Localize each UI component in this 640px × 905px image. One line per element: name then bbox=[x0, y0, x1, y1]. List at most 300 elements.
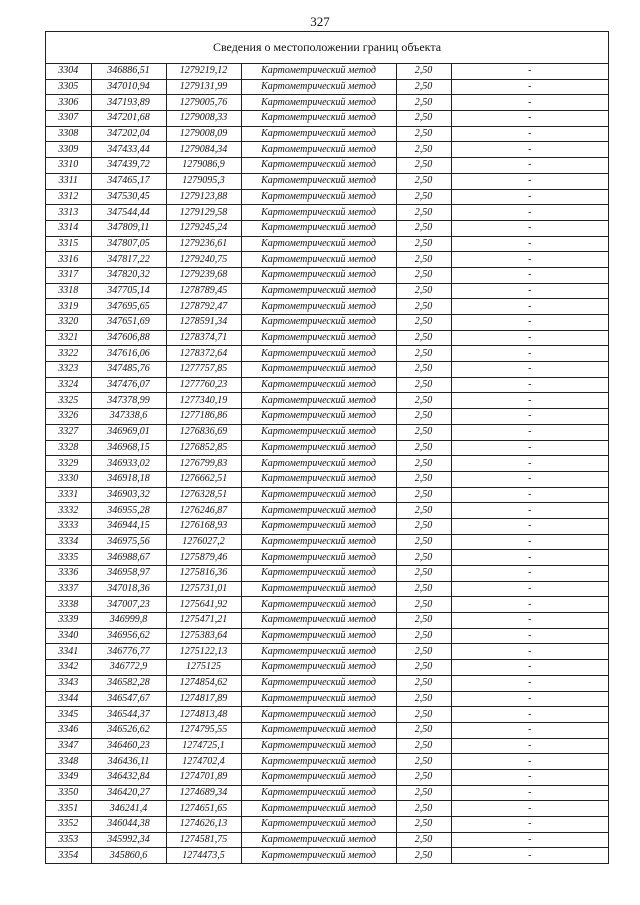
y-coordinate-cell: 1275125 bbox=[166, 660, 241, 676]
point-number-cell: 3350 bbox=[46, 785, 91, 801]
accuracy-cell: 2,50 bbox=[396, 785, 451, 801]
method-cell: Картометрический метод bbox=[241, 534, 396, 550]
accuracy-cell: 2,50 bbox=[396, 205, 451, 221]
description-cell: - bbox=[451, 377, 608, 393]
y-coordinate-cell: 1279236,61 bbox=[166, 236, 241, 252]
accuracy-cell: 2,50 bbox=[396, 817, 451, 833]
description-cell: - bbox=[451, 64, 608, 79]
point-number-cell: 3311 bbox=[46, 173, 91, 189]
point-number-cell: 3349 bbox=[46, 769, 91, 785]
description-cell: - bbox=[451, 691, 608, 707]
point-number-cell: 3309 bbox=[46, 142, 91, 158]
y-coordinate-cell: 1279086,9 bbox=[166, 158, 241, 174]
accuracy-cell: 2,50 bbox=[396, 330, 451, 346]
description-cell: - bbox=[451, 252, 608, 268]
x-coordinate-cell: 346886,51 bbox=[91, 64, 166, 79]
x-coordinate-cell: 346420,27 bbox=[91, 785, 166, 801]
table-row bbox=[46, 754, 608, 770]
table-row bbox=[46, 456, 608, 472]
y-coordinate-cell: 1276246,87 bbox=[166, 503, 241, 519]
table-row bbox=[46, 393, 608, 409]
accuracy-cell: 2,50 bbox=[396, 315, 451, 331]
y-coordinate-cell: 1279123,88 bbox=[166, 189, 241, 205]
x-coordinate-cell: 345992,34 bbox=[91, 832, 166, 848]
point-number-cell: 3338 bbox=[46, 597, 91, 613]
accuracy-cell: 2,50 bbox=[396, 252, 451, 268]
table-row bbox=[46, 220, 608, 236]
accuracy-cell: 2,50 bbox=[396, 769, 451, 785]
table-row bbox=[46, 267, 608, 283]
method-cell: Картометрический метод bbox=[241, 769, 396, 785]
x-coordinate-cell: 346241,4 bbox=[91, 801, 166, 817]
table-row bbox=[46, 471, 608, 487]
x-coordinate-cell: 347817,22 bbox=[91, 252, 166, 268]
accuracy-cell: 2,50 bbox=[396, 456, 451, 472]
description-cell: - bbox=[451, 142, 608, 158]
point-number-cell: 3329 bbox=[46, 456, 91, 472]
x-coordinate-cell: 346903,32 bbox=[91, 487, 166, 503]
method-cell: Картометрический метод bbox=[241, 503, 396, 519]
accuracy-cell: 2,50 bbox=[396, 722, 451, 738]
description-cell: - bbox=[451, 173, 608, 189]
table-row bbox=[46, 769, 608, 785]
y-coordinate-cell: 1276168,93 bbox=[166, 518, 241, 534]
point-number-cell: 3328 bbox=[46, 440, 91, 456]
table-row bbox=[46, 675, 608, 691]
description-cell: - bbox=[451, 299, 608, 315]
accuracy-cell: 2,50 bbox=[396, 628, 451, 644]
x-coordinate-cell: 346776,77 bbox=[91, 644, 166, 660]
description-cell: - bbox=[451, 440, 608, 456]
point-number-cell: 3343 bbox=[46, 675, 91, 691]
x-coordinate-cell: 347606,88 bbox=[91, 330, 166, 346]
method-cell: Картометрический метод bbox=[241, 644, 396, 660]
x-coordinate-cell: 347530,45 bbox=[91, 189, 166, 205]
point-number-cell: 3347 bbox=[46, 738, 91, 754]
y-coordinate-cell: 1274813,48 bbox=[166, 707, 241, 723]
table-row bbox=[46, 644, 608, 660]
description-cell: - bbox=[451, 95, 608, 111]
section-title: Сведения о местоположении границ объекта bbox=[46, 32, 608, 64]
description-cell: - bbox=[451, 754, 608, 770]
accuracy-cell: 2,50 bbox=[396, 644, 451, 660]
description-cell: - bbox=[451, 817, 608, 833]
point-number-cell: 3315 bbox=[46, 236, 91, 252]
method-cell: Картометрический метод bbox=[241, 597, 396, 613]
method-cell: Картометрический метод bbox=[241, 362, 396, 378]
point-number-cell: 3337 bbox=[46, 581, 91, 597]
table-row bbox=[46, 738, 608, 754]
table-row bbox=[46, 189, 608, 205]
x-coordinate-cell: 345860,6 bbox=[91, 848, 166, 863]
description-cell: - bbox=[451, 801, 608, 817]
point-number-cell: 3331 bbox=[46, 487, 91, 503]
accuracy-cell: 2,50 bbox=[396, 738, 451, 754]
accuracy-cell: 2,50 bbox=[396, 471, 451, 487]
table-row bbox=[46, 550, 608, 566]
point-number-cell: 3345 bbox=[46, 707, 91, 723]
y-coordinate-cell: 1275641,92 bbox=[166, 597, 241, 613]
x-coordinate-cell: 346988,67 bbox=[91, 550, 166, 566]
x-coordinate-cell: 347465,17 bbox=[91, 173, 166, 189]
method-cell: Картометрический метод bbox=[241, 377, 396, 393]
y-coordinate-cell: 1279008,09 bbox=[166, 126, 241, 142]
description-cell: - bbox=[451, 534, 608, 550]
point-number-cell: 3332 bbox=[46, 503, 91, 519]
accuracy-cell: 2,50 bbox=[396, 236, 451, 252]
point-number-cell: 3305 bbox=[46, 79, 91, 95]
y-coordinate-cell: 1278591,34 bbox=[166, 315, 241, 331]
table-row bbox=[46, 424, 608, 440]
method-cell: Картометрический метод bbox=[241, 785, 396, 801]
x-coordinate-cell: 347338,6 bbox=[91, 409, 166, 425]
x-coordinate-cell: 346933,02 bbox=[91, 456, 166, 472]
description-cell: - bbox=[451, 205, 608, 221]
method-cell: Картометрический метод bbox=[241, 628, 396, 644]
description-cell: - bbox=[451, 283, 608, 299]
y-coordinate-cell: 1274701,89 bbox=[166, 769, 241, 785]
y-coordinate-cell: 1274795,55 bbox=[166, 722, 241, 738]
table-row bbox=[46, 111, 608, 127]
point-number-cell: 3346 bbox=[46, 722, 91, 738]
method-cell: Картометрический метод bbox=[241, 64, 396, 79]
x-coordinate-cell: 347378,99 bbox=[91, 393, 166, 409]
description-cell: - bbox=[451, 503, 608, 519]
point-number-cell: 3351 bbox=[46, 801, 91, 817]
y-coordinate-cell: 1279245,24 bbox=[166, 220, 241, 236]
y-coordinate-cell: 1279131,99 bbox=[166, 79, 241, 95]
point-number-cell: 3334 bbox=[46, 534, 91, 550]
x-coordinate-cell: 347007,23 bbox=[91, 597, 166, 613]
coordinates-table-body bbox=[46, 64, 608, 863]
x-coordinate-cell: 346544,37 bbox=[91, 707, 166, 723]
description-cell: - bbox=[451, 566, 608, 582]
x-coordinate-cell: 347433,44 bbox=[91, 142, 166, 158]
accuracy-cell: 2,50 bbox=[396, 581, 451, 597]
table-row bbox=[46, 817, 608, 833]
point-number-cell: 3325 bbox=[46, 393, 91, 409]
x-coordinate-cell: 347201,68 bbox=[91, 111, 166, 127]
accuracy-cell: 2,50 bbox=[396, 377, 451, 393]
x-coordinate-cell: 346460,23 bbox=[91, 738, 166, 754]
point-number-cell: 3304 bbox=[46, 64, 91, 79]
accuracy-cell: 2,50 bbox=[396, 362, 451, 378]
point-number-cell: 3312 bbox=[46, 189, 91, 205]
table-row bbox=[46, 613, 608, 629]
y-coordinate-cell: 1276328,51 bbox=[166, 487, 241, 503]
y-coordinate-cell: 1277757,85 bbox=[166, 362, 241, 378]
description-cell: - bbox=[451, 518, 608, 534]
y-coordinate-cell: 1274725,1 bbox=[166, 738, 241, 754]
point-number-cell: 3339 bbox=[46, 613, 91, 629]
method-cell: Картометрический метод bbox=[241, 738, 396, 754]
description-cell: - bbox=[451, 581, 608, 597]
method-cell: Картометрический метод bbox=[241, 675, 396, 691]
method-cell: Картометрический метод bbox=[241, 95, 396, 111]
table-row bbox=[46, 503, 608, 519]
x-coordinate-cell: 347544,44 bbox=[91, 205, 166, 221]
accuracy-cell: 2,50 bbox=[396, 613, 451, 629]
y-coordinate-cell: 1275816,36 bbox=[166, 566, 241, 582]
accuracy-cell: 2,50 bbox=[396, 534, 451, 550]
accuracy-cell: 2,50 bbox=[396, 189, 451, 205]
point-number-cell: 3323 bbox=[46, 362, 91, 378]
y-coordinate-cell: 1276852,85 bbox=[166, 440, 241, 456]
method-cell: Картометрический метод bbox=[241, 801, 396, 817]
x-coordinate-cell: 346999,8 bbox=[91, 613, 166, 629]
accuracy-cell: 2,50 bbox=[396, 393, 451, 409]
method-cell: Картометрический метод bbox=[241, 205, 396, 221]
method-cell: Картометрический метод bbox=[241, 158, 396, 174]
table-row bbox=[46, 126, 608, 142]
description-cell: - bbox=[451, 236, 608, 252]
method-cell: Картометрический метод bbox=[241, 707, 396, 723]
point-number-cell: 3333 bbox=[46, 518, 91, 534]
x-coordinate-cell: 346547,67 bbox=[91, 691, 166, 707]
method-cell: Картометрический метод bbox=[241, 566, 396, 582]
x-coordinate-cell: 346772,9 bbox=[91, 660, 166, 676]
x-coordinate-cell: 347439,72 bbox=[91, 158, 166, 174]
method-cell: Картометрический метод bbox=[241, 409, 396, 425]
point-number-cell: 3320 bbox=[46, 315, 91, 331]
accuracy-cell: 2,50 bbox=[396, 691, 451, 707]
description-cell: - bbox=[451, 409, 608, 425]
method-cell: Картометрический метод bbox=[241, 754, 396, 770]
x-coordinate-cell: 347705,14 bbox=[91, 283, 166, 299]
method-cell: Картометрический метод bbox=[241, 848, 396, 863]
method-cell: Картометрический метод bbox=[241, 487, 396, 503]
accuracy-cell: 2,50 bbox=[396, 518, 451, 534]
table-row bbox=[46, 581, 608, 597]
method-cell: Картометрический метод bbox=[241, 440, 396, 456]
y-coordinate-cell: 1276799,83 bbox=[166, 456, 241, 472]
x-coordinate-cell: 347695,65 bbox=[91, 299, 166, 315]
point-number-cell: 3310 bbox=[46, 158, 91, 174]
table-row bbox=[46, 377, 608, 393]
accuracy-cell: 2,50 bbox=[396, 440, 451, 456]
method-cell: Картометрический метод bbox=[241, 346, 396, 362]
method-cell: Картометрический метод bbox=[241, 550, 396, 566]
table-row bbox=[46, 534, 608, 550]
table-row bbox=[46, 409, 608, 425]
accuracy-cell: 2,50 bbox=[396, 675, 451, 691]
table-row bbox=[46, 158, 608, 174]
x-coordinate-cell: 346975,56 bbox=[91, 534, 166, 550]
x-coordinate-cell: 346955,28 bbox=[91, 503, 166, 519]
accuracy-cell: 2,50 bbox=[396, 111, 451, 127]
description-cell: - bbox=[451, 362, 608, 378]
y-coordinate-cell: 1278789,45 bbox=[166, 283, 241, 299]
accuracy-cell: 2,50 bbox=[396, 424, 451, 440]
x-coordinate-cell: 347010,94 bbox=[91, 79, 166, 95]
y-coordinate-cell: 1276836,69 bbox=[166, 424, 241, 440]
y-coordinate-cell: 1274581,75 bbox=[166, 832, 241, 848]
point-number-cell: 3344 bbox=[46, 691, 91, 707]
table-row bbox=[46, 566, 608, 582]
y-coordinate-cell: 1279008,33 bbox=[166, 111, 241, 127]
table-row bbox=[46, 722, 608, 738]
table-row bbox=[46, 518, 608, 534]
method-cell: Картометрический метод bbox=[241, 79, 396, 95]
method-cell: Картометрический метод bbox=[241, 471, 396, 487]
point-number-cell: 3313 bbox=[46, 205, 91, 221]
x-coordinate-cell: 346582,28 bbox=[91, 675, 166, 691]
accuracy-cell: 2,50 bbox=[396, 566, 451, 582]
method-cell: Картометрический метод bbox=[241, 173, 396, 189]
description-cell: - bbox=[528, 849, 532, 861]
accuracy-cell: 2,50 bbox=[396, 126, 451, 142]
method-cell: Картометрический метод bbox=[241, 267, 396, 283]
method-cell: Картометрический метод bbox=[241, 330, 396, 346]
table-row bbox=[46, 64, 608, 79]
y-coordinate-cell: 1274702,4 bbox=[166, 754, 241, 770]
y-coordinate-cell: 1279095,3 bbox=[166, 173, 241, 189]
point-number-cell: 3318 bbox=[46, 283, 91, 299]
table-row bbox=[46, 440, 608, 456]
description-cell: - bbox=[451, 424, 608, 440]
coordinates-sheet bbox=[45, 31, 609, 864]
x-coordinate-cell: 347616,06 bbox=[91, 346, 166, 362]
coordinates-table bbox=[46, 64, 608, 863]
y-coordinate-cell: 1279239,68 bbox=[166, 267, 241, 283]
y-coordinate-cell: 1274817,89 bbox=[166, 691, 241, 707]
table-row bbox=[46, 330, 608, 346]
method-cell: Картометрический метод bbox=[241, 111, 396, 127]
point-number-cell: 3322 bbox=[46, 346, 91, 362]
table-row bbox=[46, 283, 608, 299]
method-cell: Картометрический метод bbox=[241, 393, 396, 409]
x-coordinate-cell: 346956,62 bbox=[91, 628, 166, 644]
point-number-cell: 3354 bbox=[46, 848, 91, 863]
accuracy-cell: 2,50 bbox=[396, 409, 451, 425]
y-coordinate-cell: 1277186,86 bbox=[166, 409, 241, 425]
point-number-cell: 3336 bbox=[46, 566, 91, 582]
description-cell: - bbox=[451, 613, 608, 629]
description-cell: - bbox=[451, 456, 608, 472]
table-row bbox=[46, 785, 608, 801]
table-row bbox=[46, 848, 608, 863]
point-number-cell: 3307 bbox=[46, 111, 91, 127]
description-cell: - bbox=[451, 785, 608, 801]
y-coordinate-cell: 1276662,51 bbox=[166, 471, 241, 487]
table-row bbox=[46, 205, 608, 221]
y-coordinate-cell: 1275122,13 bbox=[166, 644, 241, 660]
x-coordinate-cell: 346918,18 bbox=[91, 471, 166, 487]
accuracy-cell: 2,50 bbox=[396, 299, 451, 315]
method-cell: Картометрический метод bbox=[241, 817, 396, 833]
method-cell: Картометрический метод bbox=[241, 518, 396, 534]
y-coordinate-cell: 1274626,13 bbox=[166, 817, 241, 833]
method-cell: Картометрический метод bbox=[241, 660, 396, 676]
table-row bbox=[46, 236, 608, 252]
y-coordinate-cell: 1275471,21 bbox=[166, 613, 241, 629]
description-cell: - bbox=[451, 330, 608, 346]
description-cell: - bbox=[451, 722, 608, 738]
y-coordinate-cell: 1279219,12 bbox=[166, 64, 241, 79]
point-number-cell: 3341 bbox=[46, 644, 91, 660]
y-coordinate-cell: 1279005,76 bbox=[166, 95, 241, 111]
y-coordinate-cell: 1274689,34 bbox=[166, 785, 241, 801]
description-cell: - bbox=[451, 158, 608, 174]
description-cell: - bbox=[451, 126, 608, 142]
table-row bbox=[46, 346, 608, 362]
x-coordinate-cell: 347193,89 bbox=[91, 95, 166, 111]
point-number-cell: 3326 bbox=[46, 409, 91, 425]
point-number-cell: 3353 bbox=[46, 832, 91, 848]
x-coordinate-cell: 346944,15 bbox=[91, 518, 166, 534]
method-cell: Картометрический метод bbox=[241, 126, 396, 142]
point-number-cell: 3319 bbox=[46, 299, 91, 315]
accuracy-cell: 2,50 bbox=[396, 707, 451, 723]
table-row bbox=[46, 628, 608, 644]
x-coordinate-cell: 347807,05 bbox=[91, 236, 166, 252]
accuracy-cell: 2,50 bbox=[396, 848, 451, 863]
x-coordinate-cell: 346044,38 bbox=[91, 817, 166, 833]
x-coordinate-cell: 346436,11 bbox=[91, 754, 166, 770]
accuracy-cell: 2,50 bbox=[396, 754, 451, 770]
table-row bbox=[46, 487, 608, 503]
accuracy-cell: 2,50 bbox=[396, 660, 451, 676]
method-cell: Картометрический метод bbox=[241, 722, 396, 738]
accuracy-cell: 2,50 bbox=[396, 503, 451, 519]
accuracy-cell: 2,50 bbox=[396, 79, 451, 95]
y-coordinate-cell: 1274854,62 bbox=[166, 675, 241, 691]
y-coordinate-cell: 1274473,5 bbox=[166, 848, 241, 863]
accuracy-cell: 2,50 bbox=[396, 346, 451, 362]
method-cell: Картометрический метод bbox=[241, 236, 396, 252]
table-row bbox=[46, 597, 608, 613]
y-coordinate-cell: 1278792,47 bbox=[166, 299, 241, 315]
description-cell: - bbox=[451, 471, 608, 487]
accuracy-cell: 2,50 bbox=[396, 597, 451, 613]
point-number-cell: 3314 bbox=[46, 220, 91, 236]
point-number-cell: 3306 bbox=[46, 95, 91, 111]
table-row bbox=[46, 252, 608, 268]
accuracy-cell: 2,50 bbox=[396, 487, 451, 503]
description-cell: - bbox=[451, 267, 608, 283]
point-number-cell: 3348 bbox=[46, 754, 91, 770]
point-number-cell: 3308 bbox=[46, 126, 91, 142]
description-cell: - bbox=[451, 660, 608, 676]
x-coordinate-cell: 347476,07 bbox=[91, 377, 166, 393]
table-row bbox=[46, 362, 608, 378]
x-coordinate-cell: 347809,11 bbox=[91, 220, 166, 236]
y-coordinate-cell: 1278372,64 bbox=[166, 346, 241, 362]
x-coordinate-cell: 347820,32 bbox=[91, 267, 166, 283]
y-coordinate-cell: 1277760,23 bbox=[166, 377, 241, 393]
x-coordinate-cell: 346432,84 bbox=[91, 769, 166, 785]
accuracy-cell: 2,50 bbox=[396, 801, 451, 817]
table-row bbox=[46, 315, 608, 331]
point-number-cell: 3330 bbox=[46, 471, 91, 487]
x-coordinate-cell: 346526,62 bbox=[91, 722, 166, 738]
description-cell: - bbox=[451, 597, 608, 613]
method-cell: Картометрический метод bbox=[241, 424, 396, 440]
x-coordinate-cell: 347485,76 bbox=[91, 362, 166, 378]
y-coordinate-cell: 1279084,34 bbox=[166, 142, 241, 158]
accuracy-cell: 2,50 bbox=[396, 95, 451, 111]
method-cell: Картометрический метод bbox=[241, 581, 396, 597]
table-row bbox=[46, 79, 608, 95]
y-coordinate-cell: 1279129,58 bbox=[166, 205, 241, 221]
description-cell: - bbox=[451, 707, 608, 723]
description-cell: - bbox=[451, 315, 608, 331]
accuracy-cell: 2,50 bbox=[396, 550, 451, 566]
accuracy-cell: 2,50 bbox=[396, 283, 451, 299]
table-row bbox=[46, 801, 608, 817]
y-coordinate-cell: 1274651,65 bbox=[166, 801, 241, 817]
y-coordinate-cell: 1275731,01 bbox=[166, 581, 241, 597]
